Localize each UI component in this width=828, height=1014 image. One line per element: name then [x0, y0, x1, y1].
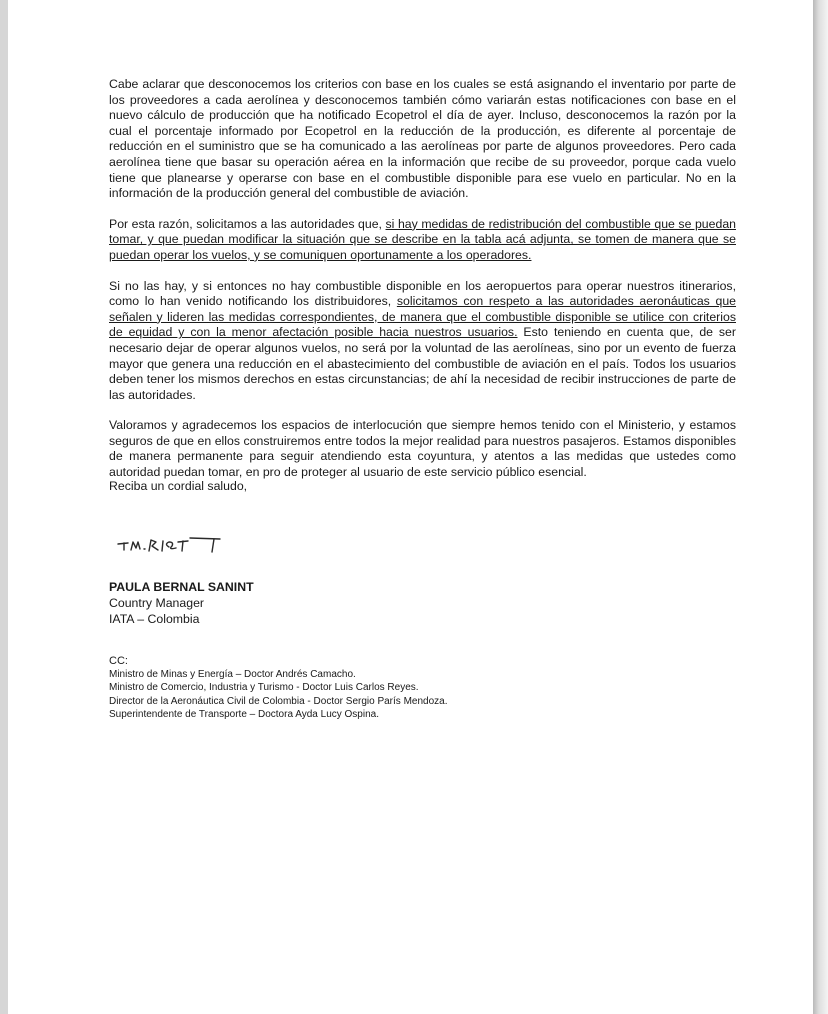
page-edge-shadow	[813, 0, 828, 1014]
paragraph-3-request: solicitamos con respeto a las autoridades aeronáuticas que señalen y lideren las medidas correspondientes, de manera que el combustible disponible se utilice con criterios de equidad y con la menor afectación posible hacia nuestros usuarios.	[109, 294, 737, 340]
cc-recipient: Ministro de Minas y Energía – Doctor Andrés Camacho.	[109, 669, 356, 681]
signature-block	[109, 579, 254, 627]
paragraph-2-request: si hay medidas de redistribución del combustible que se puedan tomar, y que puedan modificar la situación que se describe en la tabla acá adjunta, se tomen de manera que se puedan operar los vuelos, y se comuniquen oportunamente a los operadores.	[109, 216, 736, 262]
paragraph-3	[109, 279, 736, 404]
handwritten-signature	[116, 530, 234, 558]
paragraph-1: Cabe aclarar que desconocemos los criterios con base en los cuales se está asignando el inventario por parte de los proveedores a cada aerolínea y desconocemos también cómo variarán estas notificaciones con base en el nuevo cálculo de producción que ha notificado Ecopetrol el día de ayer. Incluso, desconocemos la razón por la cual el porcentaje informado por Ecopetrol en la reducción de la producción, es diferente al porcentaje de reducción en el suministro que se ha comunicado a las aerolíneas por parte de algunos proveedores. Pero cada aerolínea tiene que basar su operación aérea en la información que recibe de su proveedor, porque cada vuelo tiene que planearse y operarse con base en el combustible disponible para ese vuelo en particular. No en la información de la producción general del combustible de aviación.	[109, 77, 736, 201]
cc-recipient: Superintendente de Transporte – Doctora Ayda Lucy Ospina.	[109, 708, 379, 720]
paragraph-3-intro: Si no las hay, y si entonces no hay combustible disponible en los aeropuertos para operar nuestros itinerarios, como lo han venido notificando los distribuidores,	[109, 278, 736, 309]
paragraph-2	[109, 217, 736, 264]
paragraph-2-intro: Por esta razón, solicitamos a las autoridades que,	[109, 216, 386, 231]
letter-body	[109, 77, 736, 496]
cc-recipient: Director de la Aeronáutica Civil de Colombia - Doctor Sergio París Mendoza.	[109, 695, 448, 707]
paragraph-3-rest: Esto teniendo en cuenta que, de ser necesario dejar de operar algunos vuelos, no será por la voluntad de las aerolíneas, sino por un evento de fuerza mayor que genera una reducción en el abastecimiento del combustible de aviación en el país. Todos los usuarios deben tener los mismos derechos en estas circunstancias; de ahí la necesidad de recibir instrucciones de parte de las autoridades.	[109, 325, 736, 402]
cc-list	[109, 655, 448, 721]
cc-recipient: Ministro de Comercio, Industria y Turismo - Doctor Luis Carlos Reyes.	[109, 682, 419, 694]
cc-label: CC:	[109, 655, 128, 667]
signer-organization: IATA – Colombia	[109, 612, 200, 626]
closing-salutation: Reciba un cordial saludo,	[109, 479, 248, 493]
paragraph-4: Valoramos y agradecemos los espacios de interlocución que siempre hemos tenido con el Ministerio, y estamos seguros de que en ellos construiremos entre todos la mejor realidad para nuestros pasajeros. Estamos disponibles de manera permanente para seguir atendiendo esta coyuntura, y atentos a las medidas que ustedes como autoridad puedan tomar, en pro de proteger al usuario de este servicio público esencial.	[109, 418, 736, 480]
letter-page	[8, 0, 813, 1014]
signer-title: Country Manager	[109, 596, 205, 610]
signer-name: PAULA BERNAL SANINT	[109, 580, 254, 594]
